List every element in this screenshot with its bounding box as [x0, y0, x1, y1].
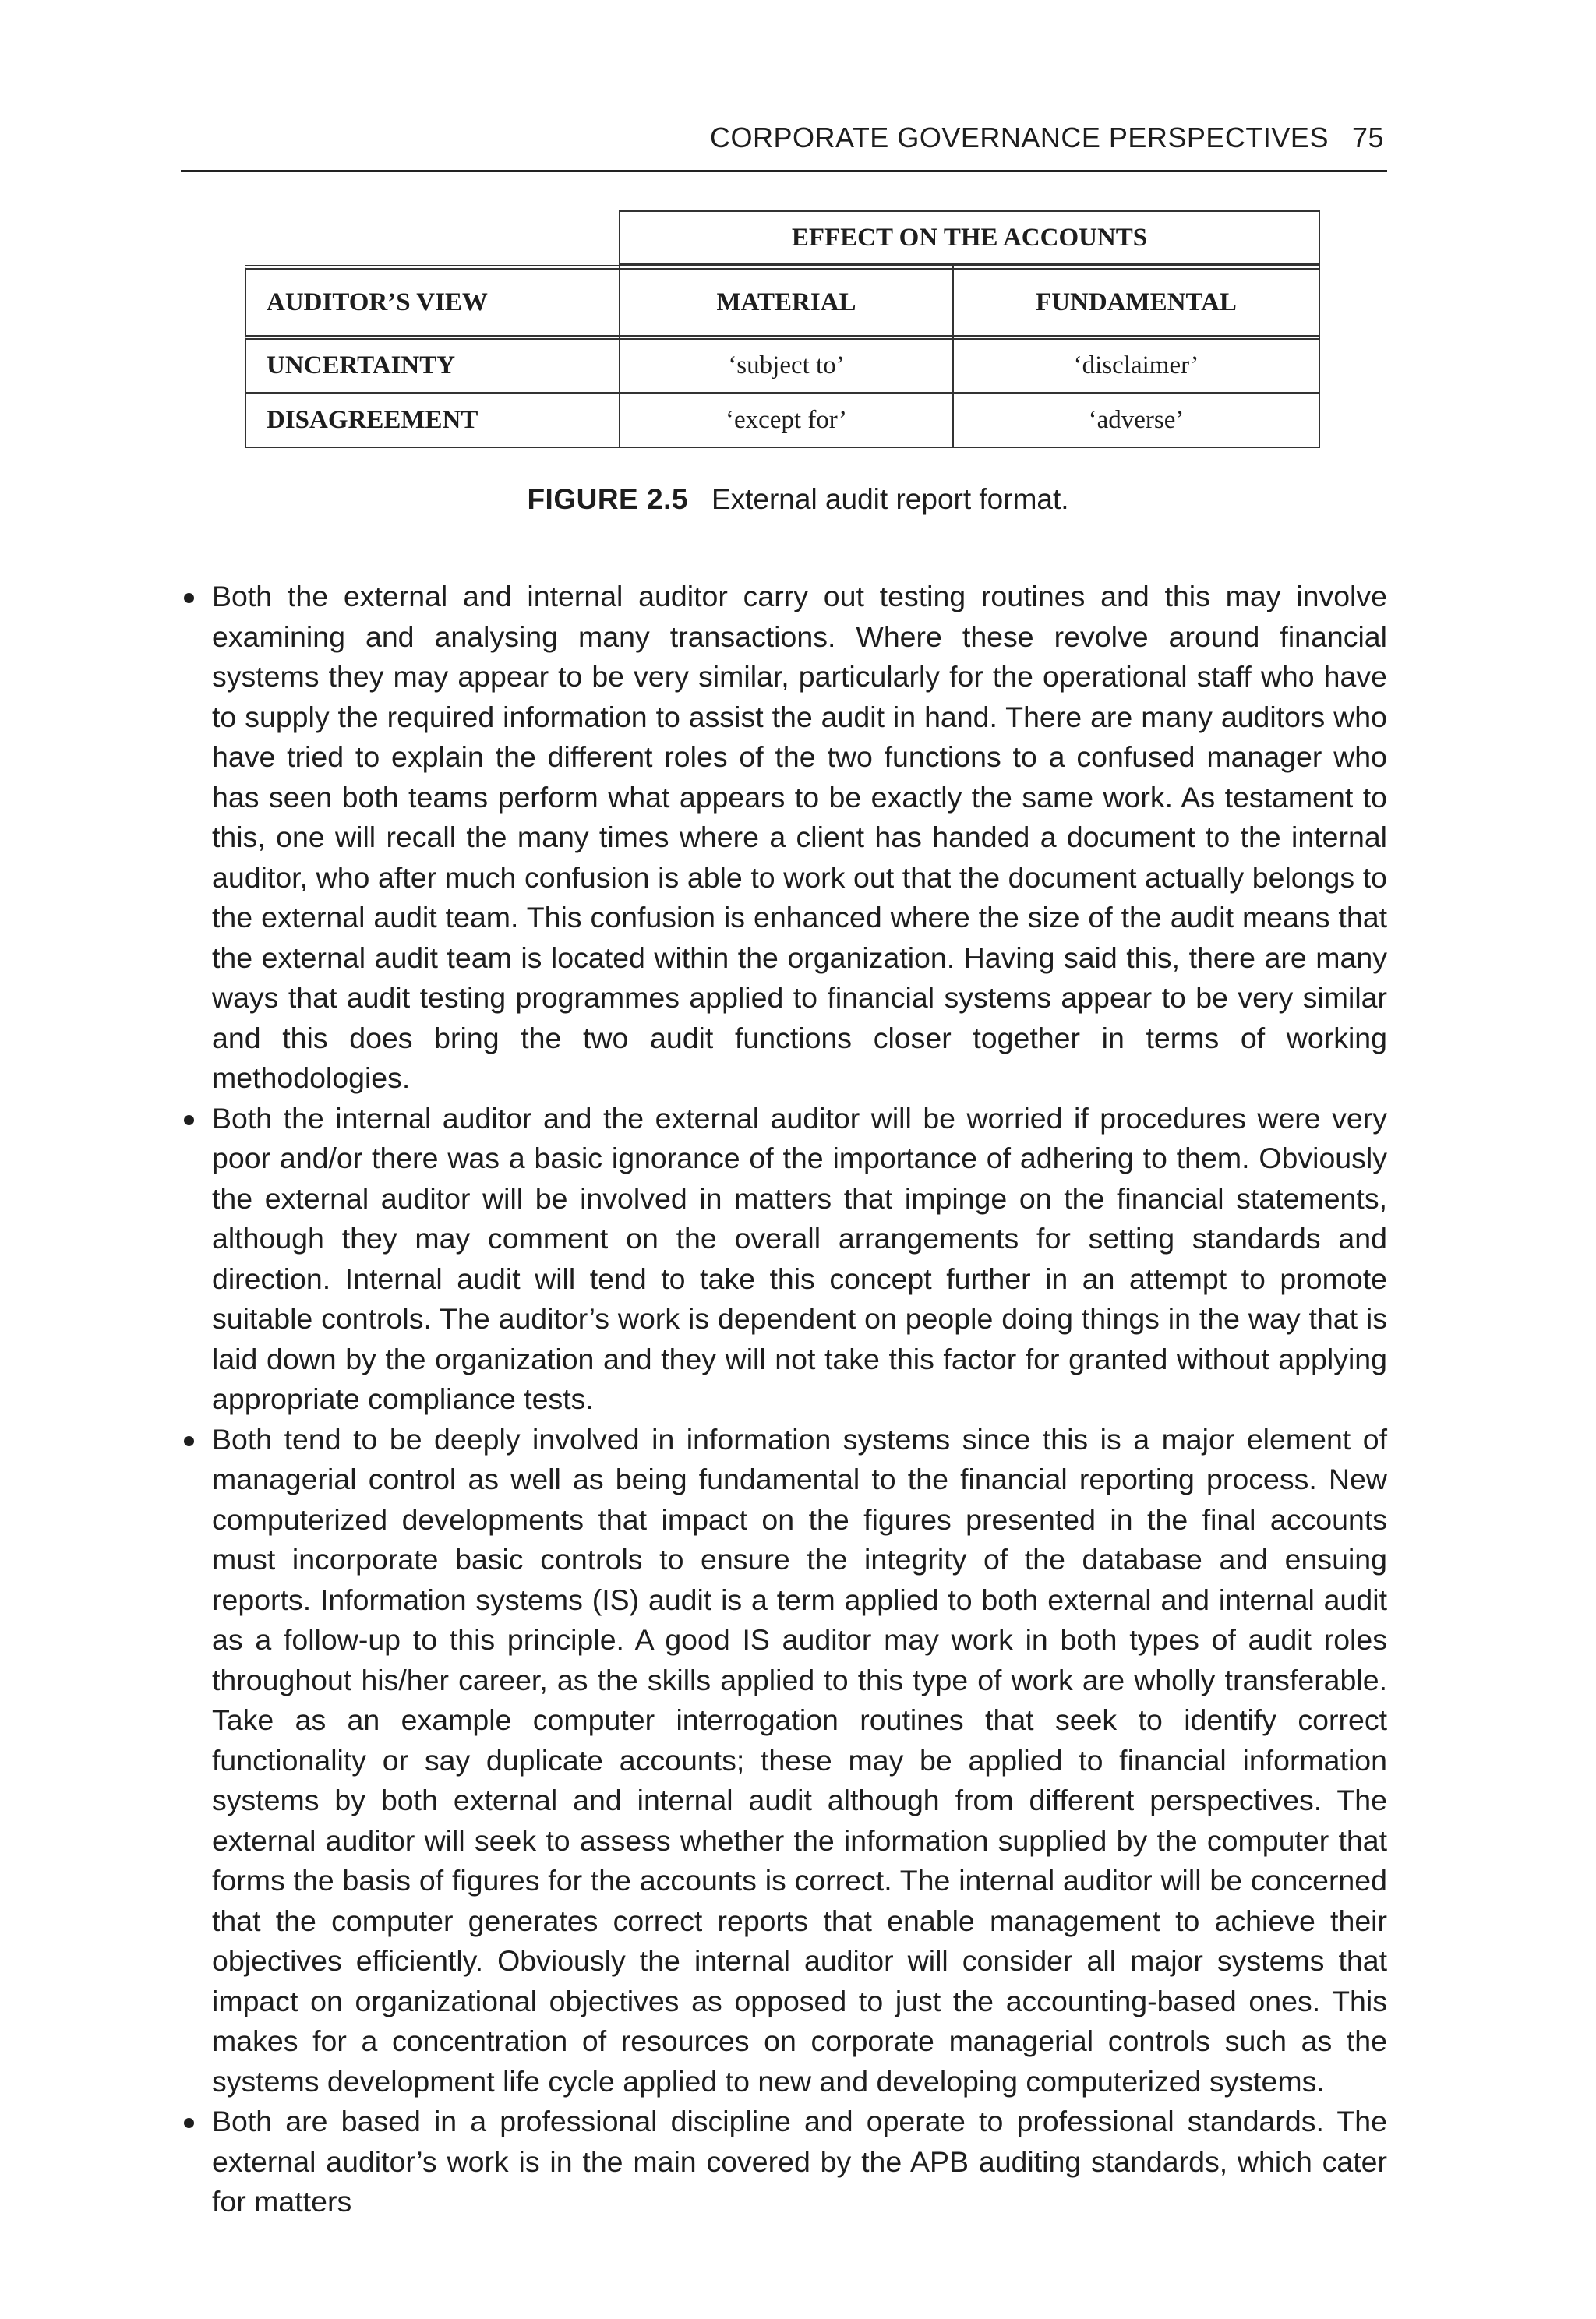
list-item — [181, 2102, 1387, 2222]
row-disagreement-label: DISAGREEMENT — [245, 392, 620, 448]
bullet-icon — [184, 593, 194, 603]
page-header — [181, 115, 1387, 172]
list-item — [181, 1420, 1387, 2102]
row-disagreement-fundamental: ‘adverse’ — [952, 392, 1320, 448]
list-item-text: Both the external and internal auditor carry out testing routines and this may involve examining and analysing many transactions. Where these revolve around financial systems they may appear to be very similar, particularly for the operational staff who have to supply the required information to assist the audit in hand. There are many auditors who have tried to explain the different roles of the two functions to a confused manager who has seen both teams perform what appears to be exactly the same work. As testament to this, one will recall the many times where a client has handed a document to the internal auditor, who after much confusion is able to work out that the document actually belongs to the external audit team. This confusion is enhanced where the size of the audit means that the external audit team is located within the organization. Having said this, there are many ways that audit testing programmes applied to financial systems appear to be very similar and this does bring the two audit functions closer together in terms of working methodologies. — [212, 580, 1387, 1094]
bullet-list — [181, 577, 1387, 2222]
bullet-icon — [184, 1436, 194, 1446]
row-uncertainty-fundamental: ‘disclaimer’ — [952, 335, 1320, 394]
list-item-text: Both are based in a professional discipline and operate to professional standards. The external auditor’s work is in the main covered by the APB auditing standards, which cater for matters — [212, 2105, 1387, 2218]
fundamental-header: FUNDAMENTAL — [952, 265, 1320, 337]
auditors-view-header: AUDITOR’S VIEW — [245, 265, 620, 337]
material-header: MATERIAL — [619, 265, 954, 337]
row-uncertainty-material: ‘subject to’ — [619, 335, 954, 394]
page-number: 75 — [1351, 122, 1384, 154]
list-item — [181, 1099, 1387, 1420]
audit-report-format-table — [245, 210, 1320, 448]
bullet-icon — [184, 2118, 194, 2128]
effect-on-accounts-header: EFFECT ON THE ACCOUNTS — [619, 210, 1320, 265]
figure-caption-label: FIGURE 2.5 — [527, 483, 688, 515]
list-item-text: Both tend to be deeply involved in information systems since this is a major element of managerial control as well as being fundamental to the financial reporting process. New computerized developments that impact on the figures presented in the final accounts must incorporate basic controls to ensure the integrity of the database and ensuing reports. Information systems (IS) audit is a term applied to both external and internal audit as a follow-up to this principle. A good IS auditor may work in both types of audit roles throughout his/her career, as the skills applied to this type of work are wholly transferable. Take as an example computer interrogation routines that seek to identify correct functionality or say duplicate accounts; these may be applied to financial information systems by both external and internal audit although from different perspectives. The external auditor will seek to assess whether the information supplied by the computer that forms the basis of figures for the accounts is correct. The internal auditor will be concerned that the computer generates correct reports that enable management to achieve their objectives efficiently. Obviously the internal auditor will consider all major systems that impact on organizational objectives as opposed to just the accounting-based ones. This makes for a concentration of resources on corporate managerial controls such as the systems development life cycle applied to new and developing computerized systems. — [212, 1422, 1387, 2098]
running-head — [710, 122, 1384, 154]
list-item — [181, 577, 1387, 1099]
row-uncertainty-label: UNCERTAINTY — [245, 335, 620, 394]
row-disagreement-material: ‘except for’ — [619, 392, 954, 448]
figure-caption — [0, 483, 1596, 516]
list-item-text: Both the internal auditor and the external auditor will be worried if procedures were very poor and/or there was a basic ignorance of the importance of adhering to them. Obviously the external auditor will be involved in matters that impinge on the financial statements, although they may comment on the overall arrangements for setting standards and direction. Internal audit will tend to take this concept further in an attempt to promote suitable controls. The auditor’s work is dependent on people doing things in the way that is laid down by the organization and they will not take this factor for granted without applying appropriate compliance tests. — [212, 1101, 1387, 1415]
figure-caption-text: External audit report format. — [711, 483, 1069, 515]
running-head-title: CORPORATE GOVERNANCE PERSPECTIVES — [709, 122, 1329, 154]
bullet-icon — [184, 1115, 194, 1125]
